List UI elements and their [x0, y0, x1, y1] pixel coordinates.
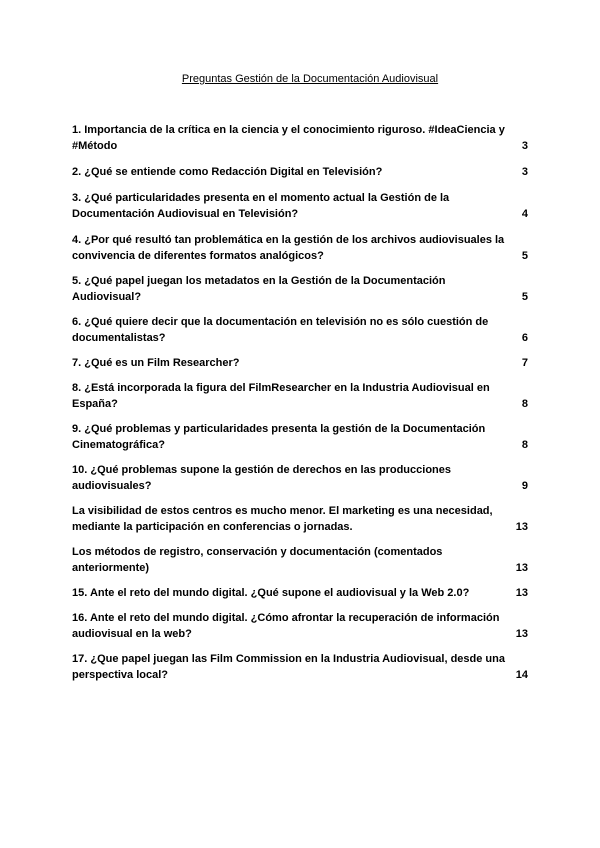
- toc-entry-text: Los métodos de registro, conservación y documentación (comentados anteriormente): [72, 546, 443, 574]
- toc-entry-2[interactable]: [72, 164, 528, 180]
- toc-entry-15[interactable]: [72, 651, 528, 683]
- toc-entry-text: 17. ¿Que papel juegan las Film Commission en la Industria Audiovisual, desde una perspectiva local?: [72, 653, 505, 681]
- toc-entry-text: La visibilidad de estos centros es mucho menor. El marketing es una necesidad, mediante la participación en conferencias o jornadas.: [72, 505, 493, 533]
- table-of-contents: [72, 122, 528, 692]
- toc-page-number: 3: [521, 140, 528, 152]
- toc-page-number: 8: [521, 398, 528, 410]
- toc-page-number: 3: [521, 166, 528, 178]
- toc-entry-text: 3. ¿Qué particularidades presenta en el momento actual la Gestión de la Documentación Audiovisual en Televisión?: [72, 192, 450, 220]
- toc-page-number: 13: [515, 628, 528, 640]
- toc-entry-text: 2. ¿Qué se entiende como Redacción Digital en Televisión?: [72, 166, 383, 178]
- toc-entry-text: 4. ¿Por qué resultó tan problemática en la gestión de los archivos audiovisuales la convivencia de diferentes formatos analógicos?: [72, 234, 505, 262]
- toc-entry-14[interactable]: [72, 610, 528, 642]
- toc-entry-7[interactable]: [72, 355, 528, 371]
- toc-entry-8[interactable]: [72, 380, 528, 412]
- toc-page-number: 13: [515, 587, 528, 599]
- toc-entry-10[interactable]: [72, 462, 528, 494]
- toc-entry-text: 5. ¿Qué papel juegan los metadatos en la Gestión de la Documentación Audiovisual?: [72, 275, 446, 303]
- toc-page-number: 6: [521, 332, 528, 344]
- toc-entry-text: 1. Importancia de la crítica en la ciencia y el conocimiento riguroso. #IdeaCiencia y #Método: [72, 124, 505, 152]
- toc-entry-4[interactable]: [72, 232, 528, 264]
- toc-page-number: 5: [521, 291, 528, 303]
- toc-entry-text: 15. Ante el reto del mundo digital. ¿Qué supone el audiovisual y la Web 2.0?: [72, 587, 470, 599]
- toc-entry-5[interactable]: [72, 273, 528, 305]
- toc-page-number: 14: [515, 669, 528, 681]
- toc-page-number: 13: [515, 521, 528, 533]
- toc-entry-13[interactable]: [72, 585, 528, 601]
- toc-page-number: 13: [515, 562, 528, 574]
- toc-page-number: 5: [521, 250, 528, 262]
- toc-page-number: 7: [521, 357, 528, 369]
- toc-entry-text: 10. ¿Qué problemas supone la gestión de derechos en las producciones audiovisuales?: [72, 464, 451, 492]
- toc-page-number: 9: [521, 480, 528, 492]
- toc-entry-12[interactable]: [72, 544, 528, 576]
- toc-entry-text: 8. ¿Está incorporada la figura del FilmResearcher en la Industria Audiovisual en España?: [72, 382, 490, 410]
- toc-page-number: 4: [521, 208, 528, 220]
- toc-entry-text: 16. Ante el reto del mundo digital. ¿Cómo afrontar la recuperación de información audiovisual en la web?: [72, 612, 500, 640]
- toc-entry-9[interactable]: [72, 421, 528, 453]
- toc-entry-1[interactable]: [72, 122, 528, 154]
- toc-entry-6[interactable]: [72, 314, 528, 346]
- toc-page-number: 8: [521, 439, 528, 451]
- toc-entry-text: 9. ¿Qué problemas y particularidades presenta la gestión de la Documentación Cinematográfica?: [72, 423, 486, 451]
- toc-entry-3[interactable]: [72, 190, 528, 222]
- toc-entry-text: 7. ¿Qué es un Film Researcher?: [72, 357, 240, 369]
- toc-entry-11[interactable]: [72, 503, 528, 535]
- toc-entry-text: 6. ¿Qué quiere decir que la documentación en televisión no es sólo cuestión de documentalistas?: [72, 316, 489, 344]
- page-title: Preguntas Gestión de la Documentación Audiovisual: [181, 73, 439, 85]
